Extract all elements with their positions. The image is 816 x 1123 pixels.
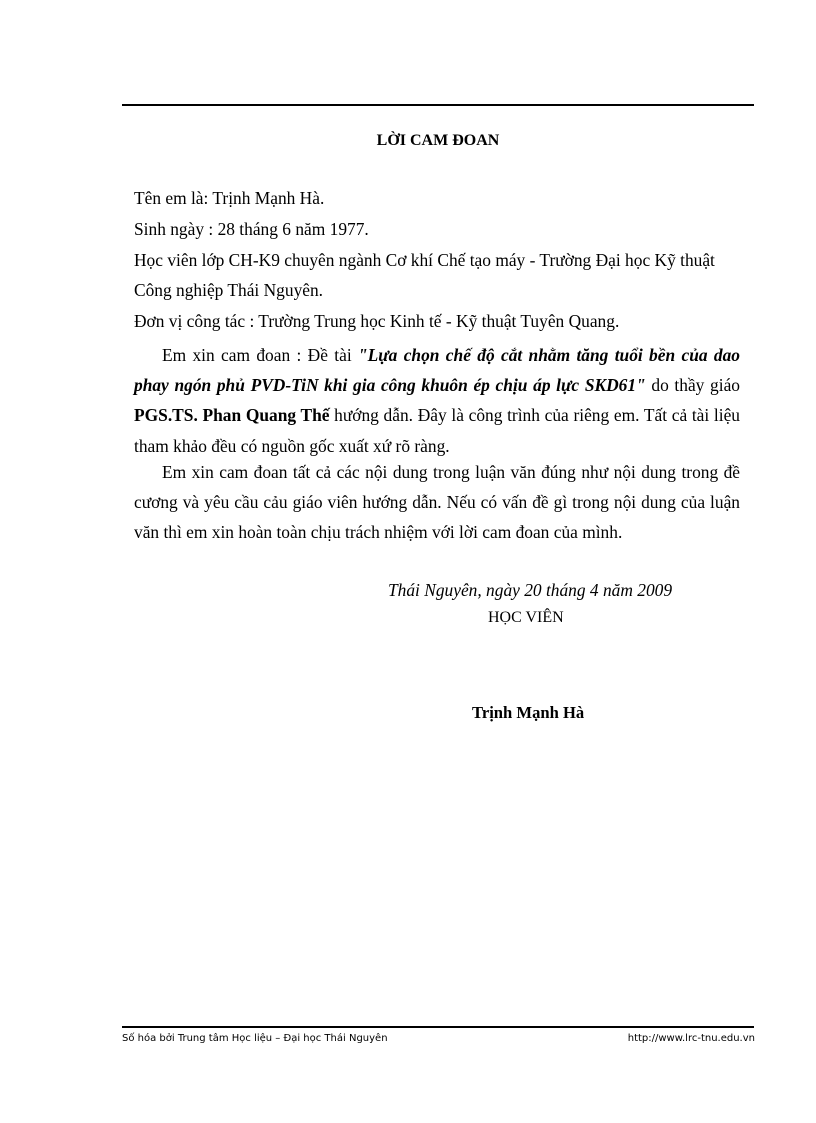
signature-name: Trịnh Mạnh Hà: [472, 703, 585, 722]
para1-mid: do thầy giáo: [645, 375, 740, 396]
advisor-name: PGS.TS. Phan Quang Thế: [134, 405, 330, 426]
para1-tail: hướng dẫn. Đây là công trình của riêng em. Tất cả tài liệu tham khảo đều có nguồn gốc xuất xứ rõ ràng.: [134, 405, 740, 456]
footer-rule: [122, 1026, 754, 1028]
birth-line: Sinh ngày : 28 tháng 6 năm 1977.: [134, 219, 369, 239]
commitment-paragraph-2: [134, 457, 740, 548]
para1-lead: Em xin cam đoan : Đề tài: [162, 345, 358, 365]
footer-url: http://www.lrc-tnu.edu.vn: [627, 1033, 755, 1044]
workplace-line: Đơn vị công tác : Trường Trung học Kinh tế - Kỹ thuật Tuyên Quang.: [134, 311, 620, 331]
thesis-topic: "Lựa chọn chế độ cắt nhằm tăng tuổi bền của dao phay ngón phủ PVD-TiN khi gia công khuôn ép chịu áp lực SKD61": [134, 345, 740, 396]
footer-source: Số hóa bởi Trung tâm Học liệu – Đại học Thái Nguyên: [122, 1033, 388, 1044]
student-line-2: Công nghiệp Thái Nguyên.: [134, 280, 324, 300]
name-line: Tên em là: Trịnh Mạnh Hà.: [134, 188, 325, 208]
student-line-1: Học viên lớp CH-K9 chuyên ngành Cơ khí Chế tạo máy - Trường Đại học Kỹ thuật: [134, 250, 715, 270]
header-rule: [122, 104, 754, 106]
signer-role: HỌC VIÊN: [488, 609, 564, 626]
document-title: LỜI CAM ĐOAN: [376, 132, 500, 149]
para2-text: Em xin cam đoan tất cả các nội dung trong luận văn đúng như nội dung trong đề cương và yêu cầu cảu giáo viên hướng dẫn. Nếu có vấn đề gì trong nội dung của luận văn thì em xin hoàn toàn chịu trách nhiệm với lời cam đoan của mình.: [134, 462, 740, 543]
date-line: Thái Nguyên, ngày 20 tháng 4 năm 2009: [388, 580, 673, 600]
commitment-paragraph-1: [134, 340, 740, 461]
